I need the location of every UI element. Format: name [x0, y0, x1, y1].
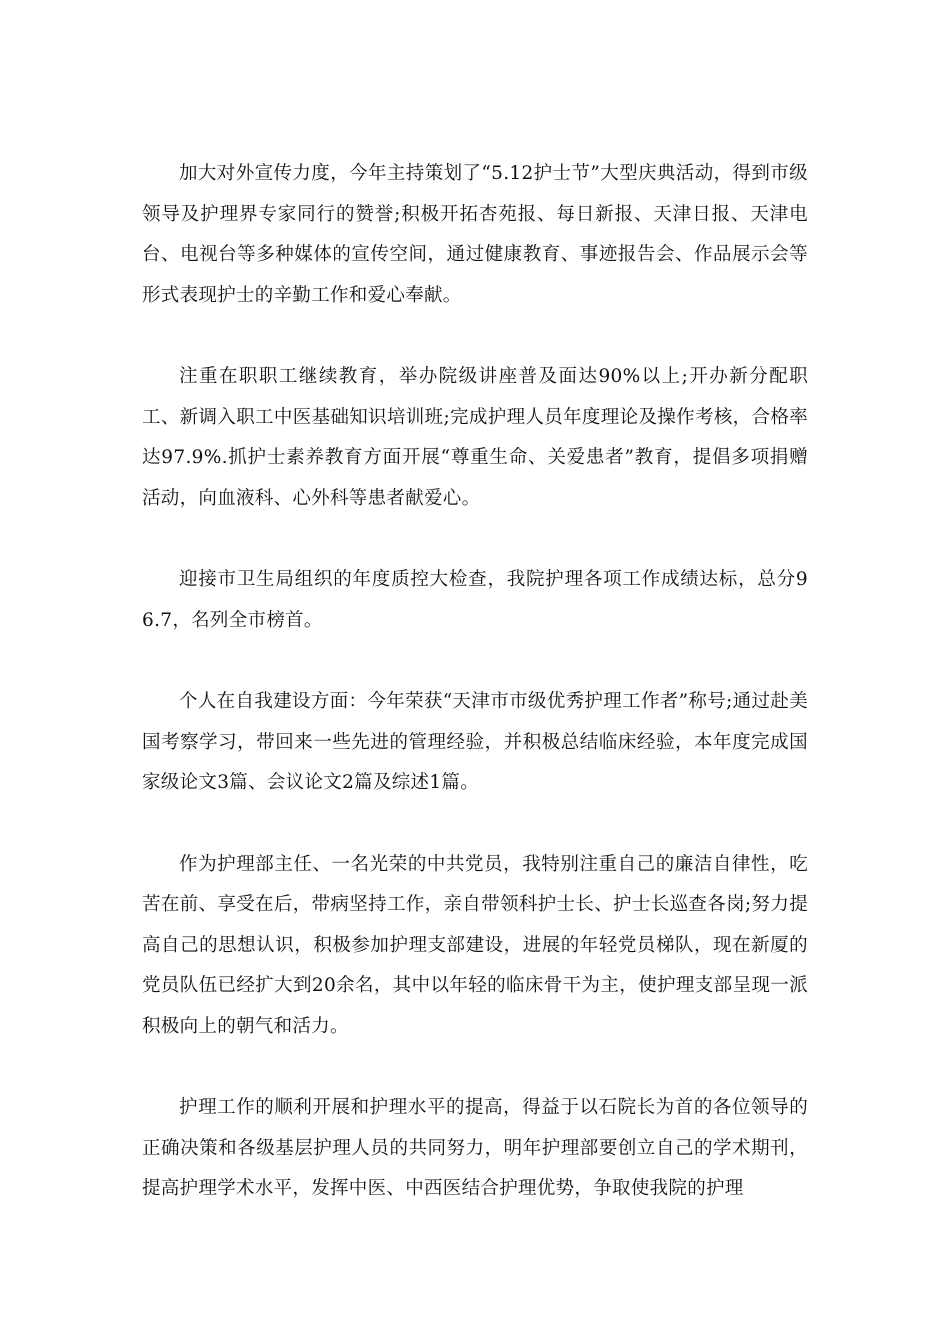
- document-body: [142, 154, 808, 1251]
- paragraph-publicity: 加大对外宣传力度，今年主持策划了“5.12护士节”大型庆典活动，得到市级领导及护理界专家同行的赞誉;积极开拓杏苑报、每日新报、天津日报、天津电台、电视台等多种媒体的宣传空间，通过健康教育、事迹报告会、作品展示会等形式表现护士的辛勤工作和爱心奉献。: [142, 163, 808, 306]
- paragraph-inspection: 迎接市卫生局组织的年度质控大检查，我院护理各项工作成绩达标，总分96.7，名列全市榜首。: [142, 569, 808, 631]
- paragraph-party-member: 作为护理部主任、一名光荣的中共党员，我特别注重自己的廉洁自律性，吃苦在前、享受在后，带病坚持工作，亲自带领科护士长、护士长巡查各岗;努力提高自己的思想认识，积极参加护理支部建设，进展的年轻党员梯队，现在新厦的党员队伍已经扩大到20余名，其中以年轻的临床骨干为主，使护理支部呈现一派积极向上的朝气和活力。: [142, 853, 808, 1037]
- paragraph-outlook: 护理工作的顺利开展和护理水平的提高，得益于以石院长为首的各位领导的正确决策和各级基层护理人员的共同努力，明年护理部要创立自己的学术期刊，提高护理学术水平，发挥中医、中西医结合护理优势，争取使我院的护理: [142, 1097, 808, 1199]
- paragraph-education: 注重在职职工继续教育，举办院级讲座普及面达90%以上;开办新分配职工、新调入职工中医基础知识培训班;完成护理人员年度理论及操作考核，合格率达97.9%.抓护士素养教育方面开展“尊重生命、关爱患者”教育，提倡多项捐赠活动，向血液科、心外科等患者献爱心。: [142, 366, 808, 509]
- paragraph-self-development: 个人在自我建设方面：今年荣获“天津市市级优秀护理工作者”称号;通过赴美国考察学习，带回来一些先进的管理经验，并积极总结临床经验，本年度完成国家级论文3篇、会议论文2篇及综述1篇。: [142, 691, 808, 793]
